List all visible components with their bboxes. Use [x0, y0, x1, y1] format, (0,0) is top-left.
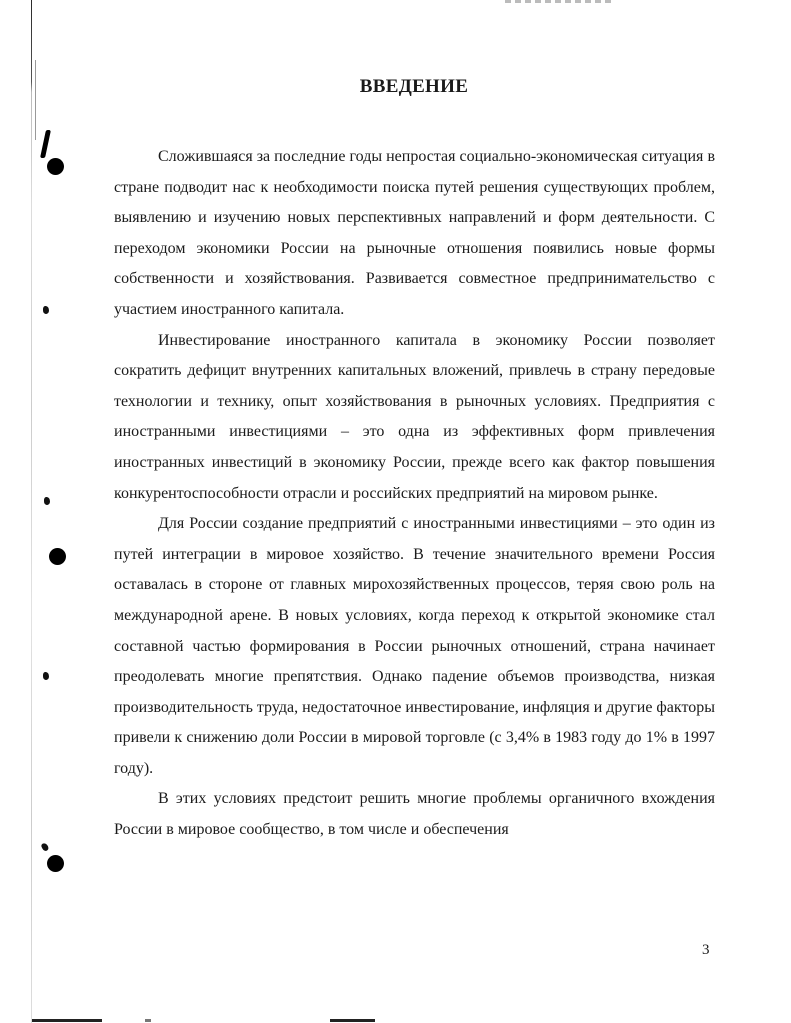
scan-left-edge — [31, 0, 32, 1023]
scan-left-edge-mark — [35, 60, 36, 140]
scan-mark — [43, 672, 49, 680]
page-number: 3 — [702, 942, 710, 958]
scan-bottom-mark — [32, 1019, 102, 1022]
page-title: ВВЕДЕНИЕ — [359, 76, 469, 97]
paragraph-4: В этих условиях предстоит решить многие проблемы органичного вхождения России в мировое сообщество, в том числе и обеспечения — [114, 790, 715, 839]
scan-mark — [44, 497, 50, 505]
scan-mark — [40, 130, 51, 158]
paragraph-3: Для России создание предприятий с иностранными инвестициями – это один из путей интеграции в мировое хозяйство. В течение значительного времени Россия оставалась в стороне от главных мирохозяйственных процессов, теряя свою роль на международной арене. В новых условиях, когда переход к открытой экономике стал составной частью формирования в России рыночных отношений, страна начинает преодолевать многие препятствия. Однако падение объемов производства, низкая производительность труда, недостаточное инвестирование, инфляция и другие факторы привели к снижению доли России в мировой торговле (с 3,4% в 1983 году до 1% в 1997 году). — [114, 515, 715, 777]
punch-hole — [47, 855, 64, 872]
scan-mark — [43, 306, 49, 314]
punch-hole — [49, 548, 66, 565]
punch-hole — [47, 158, 64, 175]
paragraph-2: Инвестирование иностранного капитала в экономику России позволяет сократить дефицит внутренних капитальных вложений, привлечь в страну передовые технологии и технику, опыт хозяйствования в рыночных условиях. Предприятия с иностранными инвестициями – это одна из эффективных форм привлечения иностранных инвестиций в экономику России, прежде всего как фактор повышения конкурентоспособности отрасли и российских предприятий на мировом рынке. — [114, 331, 715, 502]
document-body — [114, 142, 715, 846]
scan-bottom-mark — [145, 1019, 151, 1022]
scan-top-smudge — [505, 0, 615, 3]
scan-bottom-mark — [330, 1019, 375, 1022]
paragraph-1: Сложившаяся за последние годы непростая социально-экономическая ситуация в стране подводит нас к необходимости поиска путей решения существующих проблем, выявлению и изучению новых перспективных направлений и форм деятельности. С переходом экономики России на рыночные отношения появились новые формы собственности и хозяйствования. Развивается совместное предпринимательство с участием иностранного капитала. — [114, 148, 715, 318]
scan-mark — [40, 842, 49, 852]
